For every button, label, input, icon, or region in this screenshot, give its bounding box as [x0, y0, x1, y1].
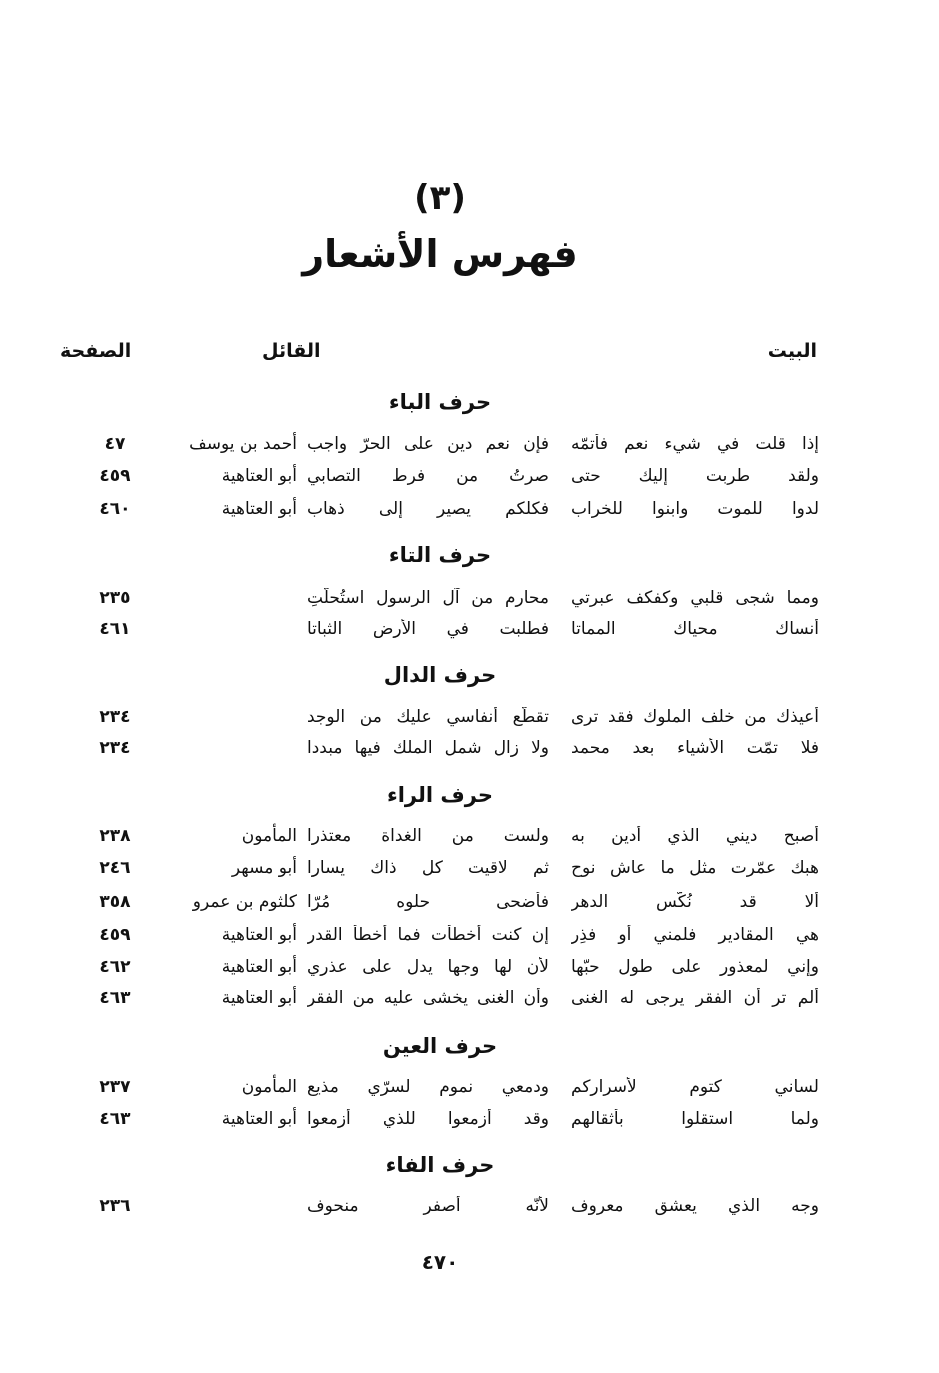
verse-row — [0, 499, 939, 531]
verse-second-half: فكلكم يصير إلى ذهاب — [307, 499, 549, 519]
page-reference: ٢٣٦ — [99, 1196, 131, 1216]
verse-second-half: محارم من آل الرسول استُحلّتِ — [307, 588, 549, 608]
poet-name: كلثوم بن عمرو — [192, 892, 297, 912]
verse-second-half: صرتُ من فرط التصابي — [307, 466, 549, 486]
column-header-verse: البيت — [767, 340, 817, 362]
verse-first-half: إذا قلت في شيء نعم فأتمّه — [571, 434, 819, 454]
verse-row — [0, 434, 939, 466]
section-title-fa: حرف الفاء — [385, 1153, 495, 1177]
page-reference: ٤٦٣ — [99, 1109, 131, 1129]
verse-row — [0, 588, 939, 620]
verse-row — [0, 988, 939, 1020]
verse-row — [0, 1077, 939, 1109]
verse-first-half: ألم تر أن الفقر يرجى له الغنى — [571, 988, 819, 1008]
poet-name: أبو العتاهية — [221, 499, 297, 519]
verse-second-half: ولست من الغداة معتذرا — [307, 826, 549, 846]
page-reference: ٤٦٠ — [99, 499, 131, 519]
verse-second-half: إن كنت أخطأت فما أخطأ القدر — [307, 925, 549, 945]
verse-row — [0, 858, 939, 890]
verse-first-half: لساني كتوم لأسراركم — [571, 1077, 819, 1097]
page-reference: ٣٥٨ — [99, 892, 131, 912]
poet-name: المأمون — [241, 1077, 297, 1097]
poet-name: أبو العتاهية — [221, 988, 297, 1008]
verse-first-half: أنساك محياك المماتا — [571, 619, 819, 639]
page-reference: ٤٦٢ — [99, 957, 131, 977]
verse-second-half: تقطّع أنفاسي عليك من الوجد — [307, 707, 549, 727]
verse-row — [0, 619, 939, 651]
column-header-page: الصفحة — [60, 340, 132, 362]
verse-second-half: لأن لها وجها يدل على عذري — [307, 957, 549, 977]
verse-row — [0, 466, 939, 498]
section-title-ta: حرف التاء — [388, 543, 492, 567]
verse-first-half: أصبح ديني الذي أدين به — [571, 826, 819, 846]
verse-first-half: ألا قد نُكّس الدهر — [571, 892, 819, 912]
poet-name: أبو العتاهية — [221, 925, 297, 945]
verse-second-half: وأن الغنى يخشى عليه من الفقر — [307, 988, 549, 1008]
poet-name: أبو العتاهية — [221, 466, 297, 486]
index-number: (٣) — [414, 178, 466, 218]
verse-first-half: ولقد طربت إليك حتى — [571, 466, 819, 486]
verse-second-half: فإن نعم دين على الحرّ واجب — [307, 434, 549, 454]
section-title-ra: حرف الراء — [387, 783, 493, 807]
verse-first-half: أعيذك من خلف الملوك فقد ترى — [571, 707, 819, 727]
verse-second-half: فأضحى حلوه مُرّا — [307, 892, 549, 912]
verse-row — [0, 957, 939, 989]
page-reference: ٤٧ — [104, 434, 126, 454]
verse-second-half: ودمعي نموم لسرّي مذيع — [307, 1077, 549, 1097]
verse-second-half: لأنّه أصفر منحوف — [307, 1196, 549, 1216]
verse-row — [0, 738, 939, 770]
verse-second-half: ثم لاقيت كل ذاك يسارا — [307, 858, 549, 878]
page-number: ٤٧٠ — [421, 1250, 459, 1274]
poet-name: أحمد بن يوسف — [189, 434, 297, 454]
verse-first-half: وإني لمعذور على طول حبّها — [571, 957, 819, 977]
verse-first-half: لدوا للموت وابنوا للخراب — [571, 499, 819, 519]
page-reference: ٢٤٦ — [99, 858, 131, 878]
verse-first-half: وجه الذي يعشق معروف — [571, 1196, 819, 1216]
poet-name: أبو العتاهية — [221, 957, 297, 977]
page-reference: ٢٣٥ — [99, 588, 131, 608]
verse-first-half: ولما استقلوا بأثقالهم — [571, 1109, 819, 1129]
verse-row — [0, 707, 939, 739]
poet-name: أبو العتاهية — [221, 1109, 297, 1129]
page-reference: ٤٥٩ — [99, 925, 131, 945]
verse-second-half: فطلبت في الأرض الثباتا — [307, 619, 549, 639]
page-reference: ٢٣٤ — [99, 738, 131, 758]
section-title-ayn: حرف العين — [382, 1034, 498, 1058]
page-reference: ٤٦١ — [99, 619, 131, 639]
verse-first-half: فلا تمّت الأشياء بعد محمد — [571, 738, 819, 758]
verse-first-half: هبك عمّرت مثل ما عاش نوح — [571, 858, 819, 878]
page-reference: ٤٥٩ — [99, 466, 131, 486]
verse-first-half: هي المقادير فلمني أو فذِر — [571, 925, 819, 945]
verse-second-half: وقد أزمعوا للذي أزمعوا — [307, 1109, 549, 1129]
page-title: فهرس الأشعار — [302, 232, 578, 276]
poet-name: أبو مسهر — [231, 858, 297, 878]
page-reference: ٢٣٨ — [99, 826, 131, 846]
verse-row — [0, 892, 939, 924]
poet-name: المأمون — [241, 826, 297, 846]
page-reference: ٢٣٤ — [99, 707, 131, 727]
verse-row — [0, 925, 939, 957]
section-title-ba: حرف الباء — [388, 390, 492, 414]
section-title-dal: حرف الدال — [383, 663, 497, 687]
verse-second-half: ولا زال شمل الملك فيها مبددا — [307, 738, 549, 758]
page-reference: ٢٣٧ — [99, 1077, 131, 1097]
page-reference: ٤٦٣ — [99, 988, 131, 1008]
column-header-poet: القائل — [262, 340, 321, 362]
verse-row — [0, 1196, 939, 1228]
verse-row — [0, 1109, 939, 1141]
verse-first-half: ومما شجى قلبي وكفكف عبرتي — [571, 588, 819, 608]
verse-row — [0, 826, 939, 858]
